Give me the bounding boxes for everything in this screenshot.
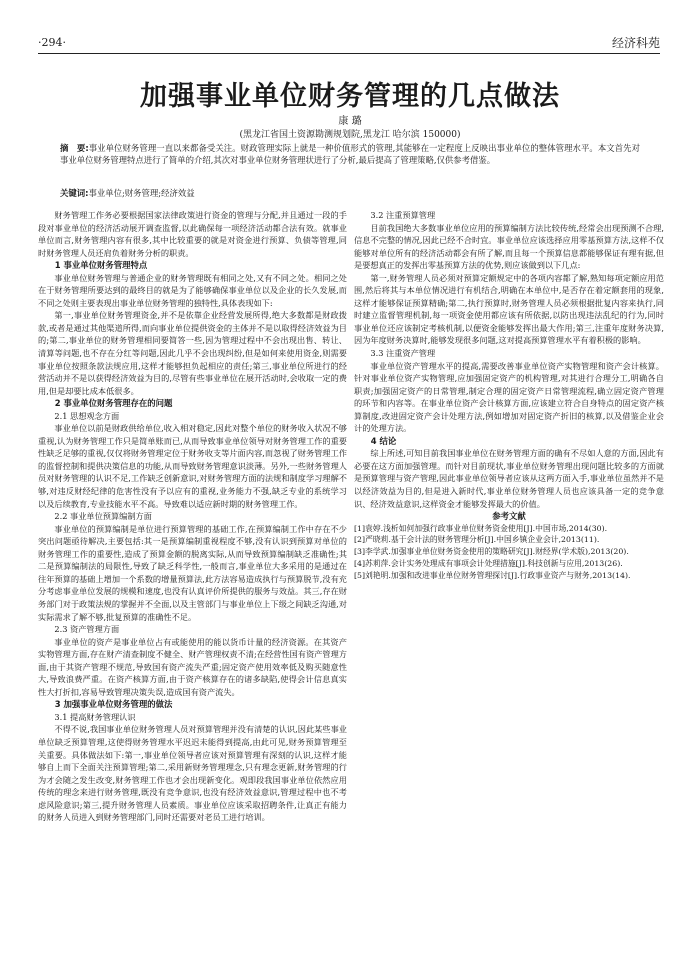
keywords-text: 事业单位;财务管理;经济效益	[88, 188, 195, 198]
reference-item: [3]李学武.加强事业单位财务资金使用的策略研究[J].财经界(学术版),2013(20).	[354, 547, 629, 557]
article-title: 加强事业单位财务管理的几点做法	[140, 81, 560, 112]
paragraph: 事业单位的资产是事业单位占有或能使用的能以货币计量的经济资源。在其资产实物管理方面,存在财产清查制度不健全、财产管理权责不清;在经营性国有资产管理方面,由于其资产管理不规范,导致国有资产流失严重;固定资产使用效率低及购买随意性大,导致浪费严重。在资产核算方面,由于资产核算存在的诸多缺陷,使得会计信息真实性大打折扣,容易导致管理决策失误,造成国有资产流失。	[38, 636, 347, 697]
paragraph: 目前我国绝大多数事业单位应用的预算编制方法比较传统,经常会出现预测不合理,信息不完整的情况,因此已经不合时宜。事业单位应该选择应用零基预算方法,这样不仅能够对单位所有的经济活动都会有所了解,而且每一个预算信息都能够保证有理有据,但是要想真正的发挥出零基预算方法的优势,则应该做到以下几点:	[354, 222, 664, 271]
running-header	[38, 30, 660, 52]
header-rule	[38, 53, 660, 54]
subsection-heading: 2.3 资产管理方面	[54, 624, 120, 635]
paragraph: 事业单位以前是财政供给单位,收入相对稳定,因此对整个单位的财务收入状况不够重视,认为财务管理工作只是简单账而已,从而导致事业单位领导对财务管理工作的重要性缺乏足够的重视,仅仅将财务管理定位于财务收支等片面内容,而忽视了财务管理工作的监督控制和提供决策信息的功能,从而导致财务管理意识淡薄。另外,一些财务管理人员对财务管理的认识不足,工作缺乏创新意识,对财务管理方面的法规和制度学习理解不够,对违反财经纪律的危害性没有予以应有的重视,业务能力不强,缺乏专业的系统学习以及后续教育,专业技能水平不高。导致难以适应新时期的财务管理工作。	[38, 423, 347, 509]
left-column	[38, 209, 347, 824]
paragraph: 事业单位的预算编制是单位进行预算管理的基础工作,在预算编制工作中存在不少突出问题亟待解决,主要包括:其一是预算编制重视程度不够,没有认识到预算对单位的财务管理工作的重要性,造成了预算金额的脱离实际,从而导致预算编制缺乏准确性;其二是预算编制法的局限性,导致了缺乏科学性,一般而言,事业单位大多采用的是通过在往年预算的基础上增加一个系数的增量预算法,此方法容易造成执行与预算脱节,没有充分考虑事业单位发展的规模和速度,也没有认真评价所提供的服务与效益。其三,存在财务部门对于政策法规的掌握并不全面,以及主管部门与事业单位上下级之间缺乏沟通,对实际需求了解不够,批复预算的准确性不足。	[38, 523, 347, 622]
reference-item: [5]刘艳明.加强和改进事业单位财务管理探讨[J].行政事业资产与财务,2013(14).	[354, 570, 631, 580]
subsection-heading: 3.2 注重预算管理	[370, 210, 436, 220]
paragraph: 不得不说,我国事业单位财务管理人员对预算管理并没有清楚的认识,因此某些事业单位缺乏预算管理,这使得财务管理水平迟迟未能得到提高,由此可见,财务预算管理至关重要。具体做法如下:第一,事业单位领导者应该对预算管理有深刻的认识,这样才能够自上而下全面关注预算管理;第二,采用新财务管理理念,只有理念更新,财务管理的行为才会随之发生改变,财务管理工作也才会出现新变化。观即段我国事业单位依然应用传统的理念来进行财务管理,既没有竞争意识,也没有经济效益意识,管理过程中也不考虑风险意识;第三,提升财务管理人员素质。事业单位应该采取招聘条件,让真正有能力的财务人员进入到财务管理部门,同时还需要对老员工进行培训。	[38, 724, 347, 823]
page-number: ·294·	[38, 36, 66, 49]
article-author: 康 璐	[338, 116, 362, 127]
paragraph: 事业单位资产管理水平的提高,需要改善事业单位资产实物管理和资产会计核算。针对事业单位资产实物管理,应加强固定资产的机构管理,对其进行合理分工,明确各自职责;加强固定资产的日常管理,制定合理的固定资产日常管理流程,确立固定资产管理的环节和内容等。在事业单位资产会计核算方面,应该建立符合自身特点的固定资产核算制度,改进固定资产会计处理方法,例如增加对固定资产折旧的核算,以及借鉴企业会计的处理方法。	[354, 360, 664, 434]
author-affiliation: (黑龙江省国土资源勘测规划院,黑龙江 哈尔滨 150000)	[239, 130, 461, 140]
references-title: 参考文献	[492, 511, 526, 522]
paragraph: 综上所述,可知目前我国事业单位在财务管理方面的确有不尽如人意的方面,因此有必要在这方面加强管理。而针对目前现状,事业单位财务管理出现问题比较多的方面就是预算管理与资产管理,因此事业单位领导者应该从这两方面入手,事业单位虽然并不是以经济效益为目的,但是进入新时代,事业单位财务管理人员也应该具备一定的竞争意识、经济效益意识,这样资金才能够发挥最大的价值。	[354, 448, 664, 509]
subsection-heading: 3.1 提高财务管理认识	[54, 711, 136, 722]
abstract-label: 摘 要:	[60, 143, 89, 153]
section-heading: 2 事业单位财务管理存在的问题	[54, 398, 173, 409]
abstract	[60, 142, 640, 167]
right-column	[354, 209, 664, 582]
reference-item: [4]苏莉萍.会计实务处理成有事项会计处理措施[J].科技创新与应用,2013(26).	[354, 559, 623, 569]
section-heading: 4 结论	[370, 435, 397, 446]
subsection-heading: 2.2 事业单位预算编制方面	[54, 511, 152, 522]
journal-name: 经济科苑	[611, 36, 660, 50]
keywords-label: 关键词:	[60, 188, 89, 198]
paragraph: 事业单位财务管理与普通企业的财务管理既有相同之处,又有不同之处。相同之处在于财务管理所要达到的最终目的就是为了能够确保事业单位以及企业的长久发展,而不同之处则主要表现出事业单位财务管理的独特性,具体表现如下:	[38, 272, 347, 308]
reference-item: [2]严晓莉.基于会计法的财务管理分析[J].中国乡镇企业会计,2013(11).	[354, 535, 600, 545]
abstract-text: 事业单位财务管理一直以来都备受关注。财政管理实际上就是一种价值形式的管理,其能够在一定程度上反映出事业单位的整体管理水平。本文首先对事业单位财务管理特点进行了简单的介绍,其次对事业单位财务管理状进行了分析,最后提高了管理策略,仅供参考借鉴。	[60, 143, 640, 166]
paragraph: 财务管理工作务必要根据国家法律政策进行资金的管理与分配,并且通过一段的手段对事业单位的经济活动展开调查监督,以此确保每一项经济活动都合法有效。就事业单位而言,财务管理内容有很多,其中比较重要的就是对资金进行预算、负债等管理,同时财务管理人员还肩负着财务分析的职责。	[38, 210, 347, 258]
paragraph: 第一,事业单位财务管理资金,并不是依靠企业经营发展所得,绝大多数都是财政拨款,或者是通过其他渠道所得,而向事业单位提供资金的主体并不是以取得经济效益为目的;第二,事业单位的财务管理相同要简答一些,因为管理过程中不会出现出售、转让、清算等问题,也不存在分红等问题,因此几乎不会出现纠纷,但是如何来使用资金,则需要事业单位按照条款法规应用,这样才能够担负起相应的责任;第三,事业单位所进行的经营活动并不是以获得经济效益为目的,尽管有些事业单位在展开活动时,会收取一定的费用,但是却要比成本低很多。	[38, 310, 347, 396]
paragraph: 第一,财务管理人员必须对预算定额规定中的各项内容都了解,熟知每项定额应用范围,然后将其与本单位情况进行有机结合,明确在本单位中,是否存在着定额套用的现象,这样才能够保证预算精确;第二,执行预算时,财务管理人员必须根据批复内容来执行,同时建立监督管理机制,每一项资金使用都应该有所依据,以防出现违法乱纪的行为,同时事业单位还应该制定考核机制,以便资金能够发挥出最大作用;第三,注重年度财务决算,因为年度财务决算时,能够发现很多问题,这对提高预算管理水平有着积极的影响。	[354, 272, 664, 346]
keywords	[60, 187, 640, 199]
section-heading: 1 事业单位财务管理特点	[54, 260, 148, 271]
reference-item: [1]袁婷.浅析如何加强行政事业单位财务资金使用[J].中国市场,2014(30).	[354, 523, 608, 533]
subsection-heading: 2.1 思想观念方面	[54, 410, 120, 421]
subsection-heading: 3.3 注重资产管理	[370, 348, 436, 359]
section-heading: 3 加强事业单位财务管理的做法	[54, 699, 173, 710]
